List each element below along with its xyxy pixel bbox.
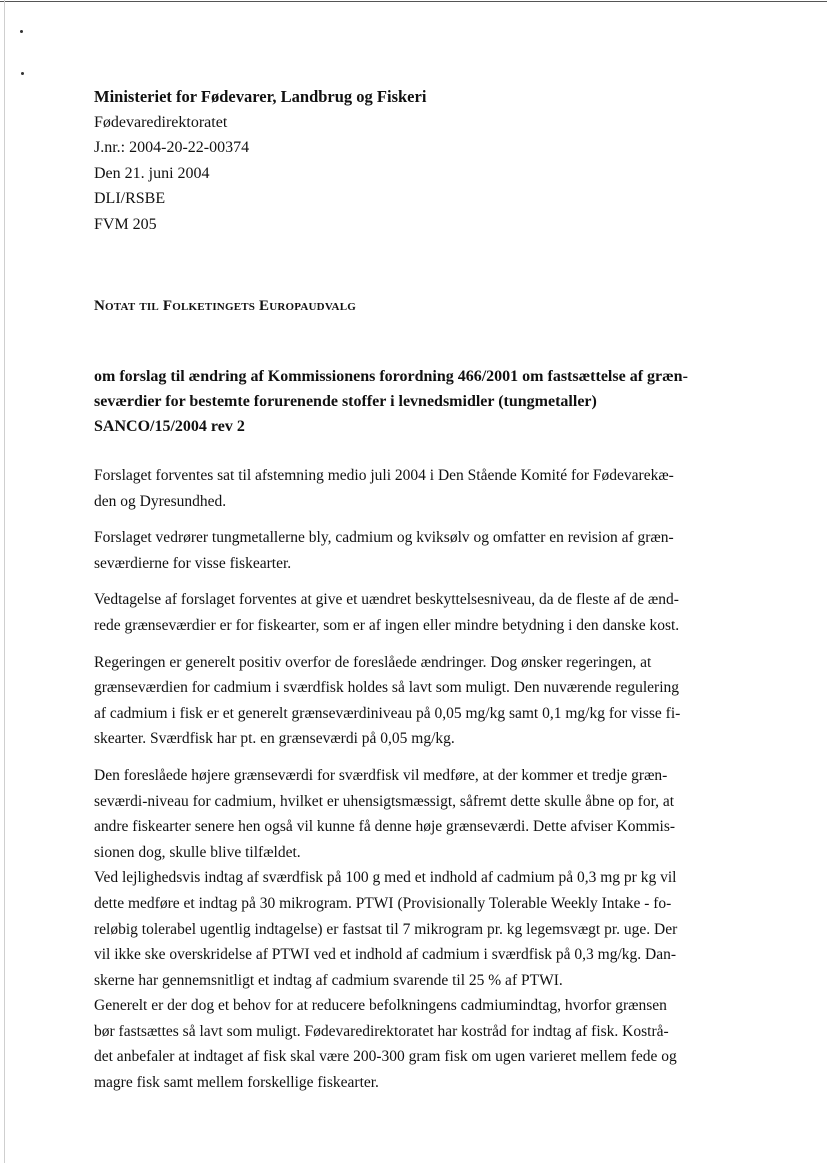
journal-number: J.nr.: 2004-20-22-00374 xyxy=(94,139,250,156)
paragraph xyxy=(94,763,738,865)
reference-code: FVM 205 xyxy=(94,215,157,233)
memo-body xyxy=(94,463,738,1096)
text-line: seværdierne for visse fiskearter. xyxy=(94,554,292,572)
scan-speck xyxy=(21,72,24,75)
subject-line: SANCO/15/2004 rev 2 xyxy=(94,418,245,435)
agency-name: Fødevaredirektoratet xyxy=(94,113,228,131)
paragraph xyxy=(94,865,738,993)
text-line: reløbig tolerabel ugentlig indtagelse) er fastsat til 7 mikrogram pr. kg legemsvægt pr. uge. Der xyxy=(94,920,678,938)
text-line: Generelt er der dog et behov for at reducere befolkningens cadmiumindtag, hvorfor grænsen xyxy=(94,997,667,1015)
paragraph xyxy=(94,525,738,576)
paragraph xyxy=(94,587,738,638)
scan-left-edge xyxy=(4,0,5,1163)
text-line: vil ikke ske overskridelse af PTWI ved et indhold af cadmium i sværdfisk på 0,3 mg/kg. Dan- xyxy=(94,946,676,964)
text-line: skerne har gennemsnitligt et indtag af cadmium svarende til 25 % af PTWI. xyxy=(94,971,563,989)
text-line: Vedtagelse af forslaget forventes at give et uændret beskyttelsesniveau, da de fleste af de ænd- xyxy=(94,591,679,609)
subject-line: om forslag til ændring af Kommissionens forordning 466/2001 om fastsættelse af græn- xyxy=(94,368,688,385)
document-date: Den 21. juni 2004 xyxy=(94,164,210,182)
memo-subject xyxy=(94,364,734,439)
text-line: seværdi-niveau for cadmium, hvilket er uhensigtsmæssigt, såfremt dette skulle åbne op for, at xyxy=(94,792,675,810)
scan-top-rule xyxy=(0,1,827,2)
text-line: den og Dyresundhed. xyxy=(94,492,227,510)
text-line: sionen dog, skulle blive tilfældet. xyxy=(94,843,301,861)
author-initials: DLI/RSBE xyxy=(94,190,166,207)
text-line: Forslaget vedrører tungmetallerne bly, cadmium og kviksølv og omfatter en revision af græn- xyxy=(94,529,674,547)
text-line: Den foreslåede højere grænseværdi for sværdfisk vil medføre, at der kommer et tredje græn- xyxy=(94,766,668,784)
text-line: andre fiskearter senere hen også vil kunne få denne høje grænseværdi. Dette afviser Kommis- xyxy=(94,818,676,836)
text-line: Regeringen er generelt positiv overfor de foreslåede ændringer. Dog ønsker regeringen, at xyxy=(94,653,652,671)
text-line: det anbefaler at indtaget af fisk skal være 200-300 gram fisk om ugen varieret mellem fede og xyxy=(94,1048,677,1066)
paragraph xyxy=(94,650,738,752)
text-line: Ved lejlighedsvis indtag af sværdfisk på 100 g med et indhold af cadmium på 0,3 mg pr kg vil xyxy=(94,869,677,887)
text-line: af cadmium i fisk er et generelt grænseværdiniveau på 0,05 mg/kg samt 0,1 mg/kg for visse fi- xyxy=(94,704,681,722)
subject-line: seværdier for bestemte forurenende stoffer i levnedsmidler (tungmetaller) xyxy=(94,393,597,410)
text-line: Forslaget forventes sat til afstemning medio juli 2004 i Den Stående Komité for Fødevarekæ- xyxy=(94,467,674,484)
memo-title: Notat til Folketingets Europaudvalg xyxy=(94,298,356,314)
text-line: rede grænseværdier er for fiskearter, som er af ingen eller mindre betydning i den danske kost. xyxy=(94,616,680,634)
text-line: skearter. Sværdfisk har pt. en grænseværdi på 0,05 mg/kg. xyxy=(94,730,455,748)
paragraph xyxy=(94,993,738,1095)
text-line: bør fastsættes så lavt som muligt. Fødevaredirektoratet har kostråd for indtag af fisk. Kostrå- xyxy=(94,1022,669,1040)
text-line: magre fisk samt mellem forskellige fiskearter. xyxy=(94,1074,379,1092)
paragraph xyxy=(94,463,738,514)
text-line: dette medføre et indtag på 30 mikrogram. PTWI (Provisionally Tolerable Weekly Intake - fo- xyxy=(94,894,672,912)
scan-speck xyxy=(20,30,23,33)
letterhead xyxy=(94,84,426,237)
ministry-name: Ministeriet for Fødevarer, Landbrug og Fiskeri xyxy=(94,87,427,106)
text-line: grænseværdien for cadmium i sværdfisk holdes så lavt som muligt. Den nuværende regulering xyxy=(94,679,680,697)
